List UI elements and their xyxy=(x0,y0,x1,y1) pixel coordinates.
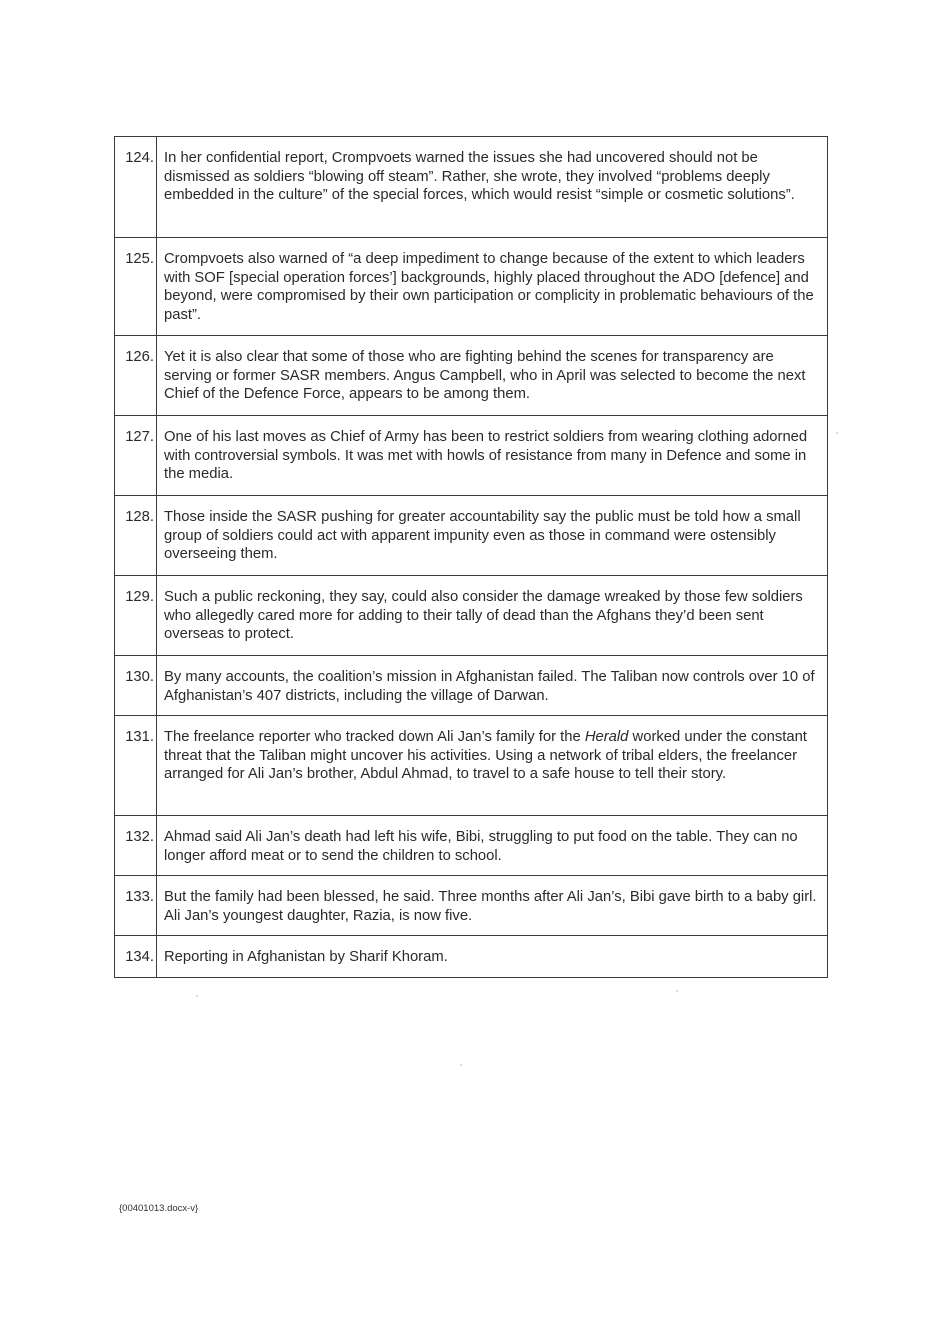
scan-speck xyxy=(676,990,678,992)
scan-speck xyxy=(196,995,198,997)
table-row xyxy=(114,496,828,576)
numbered-paragraph-table xyxy=(114,136,828,978)
scan-speck xyxy=(836,432,838,434)
paragraph-text: Yet it is also clear that some of those who are fighting behind the scenes for transparency are serving or former SASR members. Angus Campbell, who in April was selected to become the next Chief of the Defence Force, appears to be among them. xyxy=(164,349,806,403)
paragraph-text: Those inside the SASR pushing for greater accountability say the public must be told how a small group of soldiers could act with apparent impunity even as those in command were ostensibly overseeing them. xyxy=(164,509,801,563)
paragraph-number: 124. xyxy=(115,137,157,237)
table-row xyxy=(114,238,828,336)
paragraph-text: Crompvoets also warned of “a deep impediment to change because of the extent to which leaders with SOF [special operation forces’] backgrounds, highly placed throughout the ADO [defence] and beyond, were compromised by their own participation or complicity in problematic behaviours of the past”. xyxy=(164,251,814,323)
paragraph-text xyxy=(157,716,827,815)
paragraph-number: 125. xyxy=(115,238,157,335)
paragraph-text: Reporting in Afghanistan by Sharif Khoram. xyxy=(164,949,448,965)
paragraph-text: Such a public reckoning, they say, could also consider the damage wreaked by those few soldiers who allegedly cared more for adding to their tally of dead than the Afghans they’d been sent overseas to protect. xyxy=(164,589,803,643)
publication-name: Herald xyxy=(584,729,629,745)
paragraph-text: By many accounts, the coalition’s mission in Afghanistan failed. The Taliban now controls over 10 of Afghanistan’s 407 districts, including the village of Darwan. xyxy=(164,669,815,704)
scan-speck xyxy=(460,1064,462,1066)
paragraph-text: One of his last moves as Chief of Army has been to restrict soldiers from wearing clothing adorned with controversial symbols. It was met with howls of resistance from many in Defence and some in the media. xyxy=(164,429,808,483)
paragraph-number: 130. xyxy=(115,656,157,715)
table-row xyxy=(114,716,828,816)
paragraph-number: 132. xyxy=(115,816,157,875)
table-row xyxy=(114,576,828,656)
table-row xyxy=(114,936,828,978)
paragraph-number: 127. xyxy=(115,416,157,495)
paragraph-text: But the family had been blessed, he said. Three months after Ali Jan’s, Bibi gave birth to a baby girl. Ali Jan’s youngest daughter, Razia, is now five. xyxy=(164,889,817,924)
table-row xyxy=(114,876,828,936)
paragraph-number: 133. xyxy=(115,876,157,935)
paragraph-text-part: The freelance reporter who tracked down Ali Jan’s family for the xyxy=(164,729,585,745)
table-row xyxy=(114,656,828,716)
table-row xyxy=(114,416,828,496)
table-row xyxy=(114,336,828,416)
paragraph-text: Ahmad said Ali Jan’s death had left his wife, Bibi, struggling to put food on the table. They can no longer afford meat or to send the children to school. xyxy=(164,829,798,864)
table-row xyxy=(114,136,828,238)
paragraph-number: 126. xyxy=(115,336,157,415)
paragraph-number: 131. xyxy=(115,716,157,815)
paragraph-number: 128. xyxy=(115,496,157,575)
table-row xyxy=(114,816,828,876)
document-reference-footer: {00401013.docx-v} xyxy=(119,1203,199,1214)
paragraph-number: 129. xyxy=(115,576,157,655)
paragraph-text: In her confidential report, Crompvoets warned the issues she had uncovered should not be dismissed as soldiers “blowing off steam”. Rather, she wrote, they involved “problems deeply embedded in the culture” of the special forces, which would resist “simple or cosmetic solutions”. xyxy=(164,150,795,204)
paragraph-number: 134. xyxy=(115,936,157,977)
paragraph-text-part: worked under the constant threat that the Taliban might uncover his activities. Using a network of tribal elders, the freelancer arranged for Ali Jan’s brother, Abdul Ahmad, to travel to a safe house to tell their story. xyxy=(164,729,807,783)
